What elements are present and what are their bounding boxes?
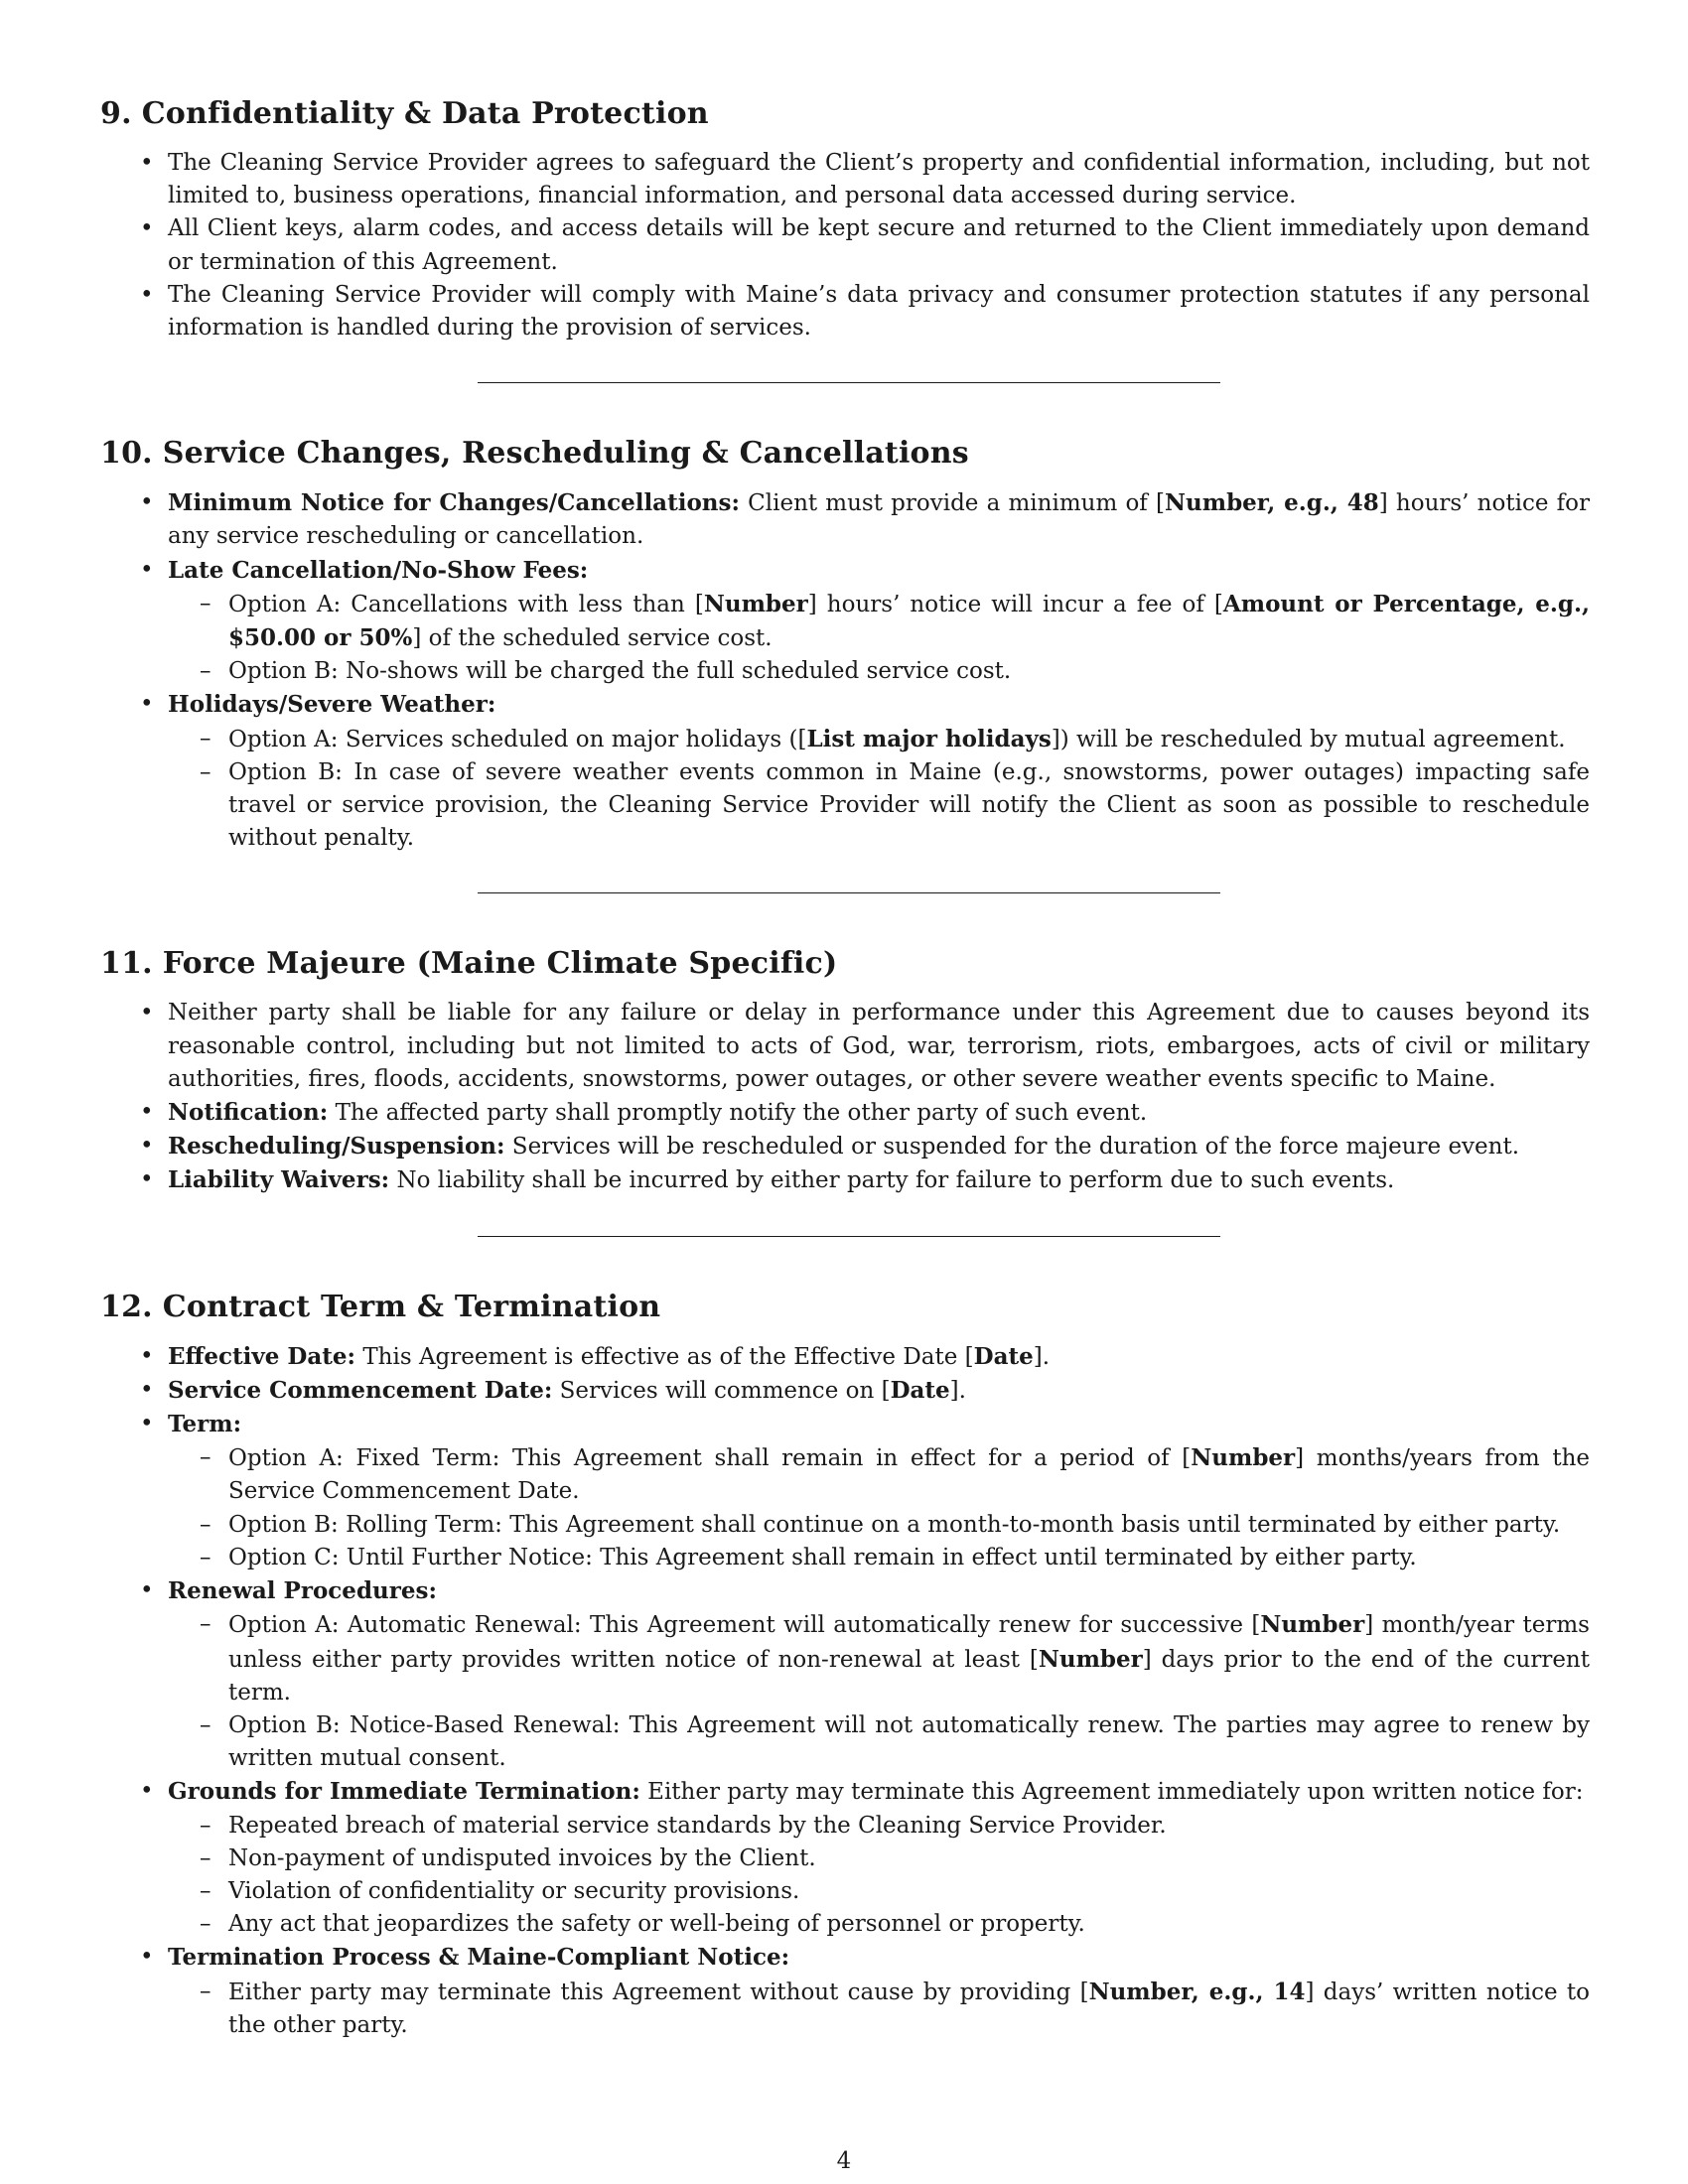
item-text: Client must provide a minimum of [ bbox=[739, 490, 1165, 517]
list-item: • The Cleaning Service Provider will comply with Maine’s data privacy and consumer protection statutes if any personal information is handled during the provision of services. bbox=[100, 279, 1590, 344]
item-text: Services will commence on [ bbox=[552, 1377, 891, 1404]
sub-list-item bbox=[168, 723, 1590, 756]
item-text: This Agreement is effective as of the Effective Date [ bbox=[355, 1343, 974, 1370]
item-label: Service Commencement Date: bbox=[168, 1376, 553, 1404]
list-item bbox=[100, 1340, 1590, 1374]
item-label: Grounds for Immediate Termination: bbox=[168, 1778, 640, 1806]
item-text: ] months/years from the Service Commencement Date. bbox=[228, 1445, 1590, 1505]
item-text: Either party may terminate this Agreement without cause by providing [ bbox=[228, 1979, 1089, 2005]
sub-list-item bbox=[168, 1441, 1590, 1508]
sub-list bbox=[168, 1976, 1590, 2042]
section-heading bbox=[100, 435, 1590, 473]
placeholder-field: List major holidays bbox=[806, 725, 1052, 752]
item-text: ]. bbox=[949, 1377, 966, 1404]
item-label: Rescheduling/Suspension: bbox=[168, 1133, 505, 1160]
placeholder-field: Date bbox=[890, 1376, 950, 1404]
section-11 bbox=[100, 945, 1590, 1197]
placeholder-field: Number bbox=[1191, 1444, 1296, 1472]
list-item: • The Cleaning Service Provider agrees to safeguard the Client’s property and confidential information, including, but not limited to, business operations, financial information, and personal data accessed during service. bbox=[100, 147, 1590, 212]
item-text: Services will be rescheduled or suspended for the duration of the force majeure event. bbox=[504, 1134, 1520, 1160]
page-number: 4 bbox=[836, 2148, 852, 2174]
list-item bbox=[100, 1096, 1590, 1130]
section-divider bbox=[478, 892, 1220, 893]
sub-list-item: – Non-payment of undisputed invoices by the Client. bbox=[168, 1843, 1590, 1875]
section-number: 9. bbox=[100, 96, 132, 131]
sub-list-item: – Any act that jeopardizes the safety or well-being of personnel or property. bbox=[168, 1908, 1590, 1941]
section-number: 12. bbox=[100, 1289, 153, 1324]
placeholder-field: Amount or Percentage, e.g., $50.00 or 50% bbox=[228, 590, 1590, 652]
sub-list-item: – Option C: Until Further Notice: This Agreement shall remain in effect until terminated by either party. bbox=[168, 1542, 1590, 1574]
item-label: Notification: bbox=[168, 1099, 329, 1127]
placeholder-field: Number, e.g., 14 bbox=[1088, 1978, 1306, 2005]
item-text: ]) will be rescheduled by mutual agreement. bbox=[1051, 726, 1566, 752]
item-text: Option A: Automatic Renewal: This Agreement will automatically renew for successive [ bbox=[228, 1612, 1261, 1639]
list-item: • Neither party shall be liable for any failure or delay in performance under this Agreement due to causes beyond its reasonable control, including but not limited to acts of God, war, terrorism, riots, embargoes, acts of civil or military authorities, fires, floods, accidents, snowstorms, power outages, or other severe weather events specific to Maine. bbox=[100, 997, 1590, 1096]
item-text: ] of the scheduled service cost. bbox=[412, 625, 773, 652]
item-label: Renewal Procedures: bbox=[168, 1577, 437, 1605]
section-title: Service Changes, Rescheduling & Cancellations bbox=[162, 436, 969, 472]
section-divider bbox=[478, 1236, 1220, 1237]
item-text: Option A: Cancellations with less than [ bbox=[228, 591, 704, 617]
list-item bbox=[100, 1374, 1590, 1408]
sub-list-item: – Violation of confidentiality or security provisions. bbox=[168, 1875, 1590, 1908]
section-number: 10. bbox=[100, 436, 153, 472]
list-item bbox=[100, 1163, 1590, 1197]
list-item bbox=[100, 1130, 1590, 1163]
document-page bbox=[100, 95, 1590, 2042]
list-item bbox=[100, 486, 1590, 553]
bullet-list bbox=[100, 1340, 1590, 2042]
item-text: ]. bbox=[1033, 1343, 1051, 1370]
list-item bbox=[100, 1775, 1590, 1941]
sub-list-item bbox=[168, 588, 1590, 655]
list-item bbox=[100, 1408, 1590, 1574]
item-label: Termination Process & Maine-Compliant Notice: bbox=[168, 1944, 790, 1972]
item-text: ] days’ written notice to the other party. bbox=[228, 1979, 1590, 2038]
bullet-list bbox=[100, 147, 1590, 344]
item-text: Option A: Fixed Term: This Agreement shall remain in effect for a period of [ bbox=[228, 1445, 1192, 1472]
section-divider bbox=[478, 382, 1220, 383]
sub-list-item bbox=[168, 1976, 1590, 2042]
list-item bbox=[100, 1941, 1590, 2042]
section-9 bbox=[100, 95, 1590, 344]
sub-list bbox=[168, 1810, 1590, 1942]
list-item bbox=[100, 554, 1590, 689]
sub-list-item: – Repeated breach of material service standards by the Cleaning Service Provider. bbox=[168, 1810, 1590, 1843]
section-title: Contract Term & Termination bbox=[162, 1289, 661, 1324]
section-heading bbox=[100, 945, 1590, 983]
placeholder-field: Date bbox=[973, 1342, 1034, 1370]
placeholder-field: Number bbox=[703, 590, 808, 617]
list-item bbox=[100, 688, 1590, 855]
item-label: Minimum Notice for Changes/Cancellations: bbox=[168, 489, 740, 517]
bullet-list bbox=[100, 997, 1590, 1197]
item-label: Late Cancellation/No-Show Fees: bbox=[168, 556, 589, 584]
placeholder-field: Number bbox=[1038, 1645, 1143, 1673]
sub-list-item: – Option B: Rolling Term: This Agreement shall continue on a month-to-month basis until terminated by either party. bbox=[168, 1509, 1590, 1542]
sub-list-item: – Option B: Notice-Based Renewal: This Agreement will not automatically renew. The parties may agree to renew by written mutual consent. bbox=[168, 1709, 1590, 1775]
section-10 bbox=[100, 435, 1590, 855]
sub-list-item bbox=[168, 1608, 1590, 1709]
section-number: 11. bbox=[100, 946, 153, 982]
list-item bbox=[100, 1574, 1590, 1775]
item-text: ] hours’ notice for any service rescheduling or cancellation. bbox=[168, 490, 1590, 550]
list-item: • All Client keys, alarm codes, and access details will be kept secure and returned to the Client immediately upon demand or termination of this Agreement. bbox=[100, 212, 1590, 278]
section-title: Force Majeure (Maine Climate Specific) bbox=[162, 946, 838, 982]
section-heading bbox=[100, 95, 1590, 133]
sub-list-item: – Option B: No-shows will be charged the full scheduled service cost. bbox=[168, 655, 1590, 688]
item-label: Effective Date: bbox=[168, 1342, 356, 1370]
sub-list bbox=[168, 723, 1590, 856]
section-12 bbox=[100, 1289, 1590, 2042]
item-text: No liability shall be incurred by either party for failure to perform due to such events. bbox=[389, 1167, 1395, 1194]
item-text: The affected party shall promptly notify the other party of such event. bbox=[328, 1100, 1148, 1127]
item-text: ] days prior to the end of the current term. bbox=[228, 1646, 1590, 1706]
sub-list bbox=[168, 1441, 1590, 1574]
item-label: Liability Waivers: bbox=[168, 1166, 390, 1194]
section-heading bbox=[100, 1289, 1590, 1326]
placeholder-field: Number, e.g., 48 bbox=[1164, 489, 1379, 517]
placeholder-field: Number bbox=[1260, 1611, 1365, 1639]
item-text: Either party may terminate this Agreement immediately upon written notice for: bbox=[639, 1779, 1584, 1806]
item-text: ] hours’ notice will incur a fee of [ bbox=[807, 591, 1223, 617]
sub-list-item: – Option B: In case of severe weather events common in Maine (e.g., snowstorms, power outages) impacting safe travel or service provision, the Cleaning Service Provider will notify the Client as soon as possible to reschedule without penalty. bbox=[168, 756, 1590, 856]
bullet-list bbox=[100, 486, 1590, 855]
sub-list bbox=[168, 588, 1590, 689]
item-label: Term: bbox=[168, 1411, 242, 1438]
item-text: Option A: Services scheduled on major holidays ([ bbox=[228, 726, 807, 752]
item-text: ] month/year terms unless either party provides written notice of non-renewal at least [ bbox=[228, 1612, 1590, 1673]
section-title: Confidentiality & Data Protection bbox=[141, 96, 709, 131]
sub-list bbox=[168, 1608, 1590, 1775]
item-label: Holidays/Severe Weather: bbox=[168, 691, 496, 719]
